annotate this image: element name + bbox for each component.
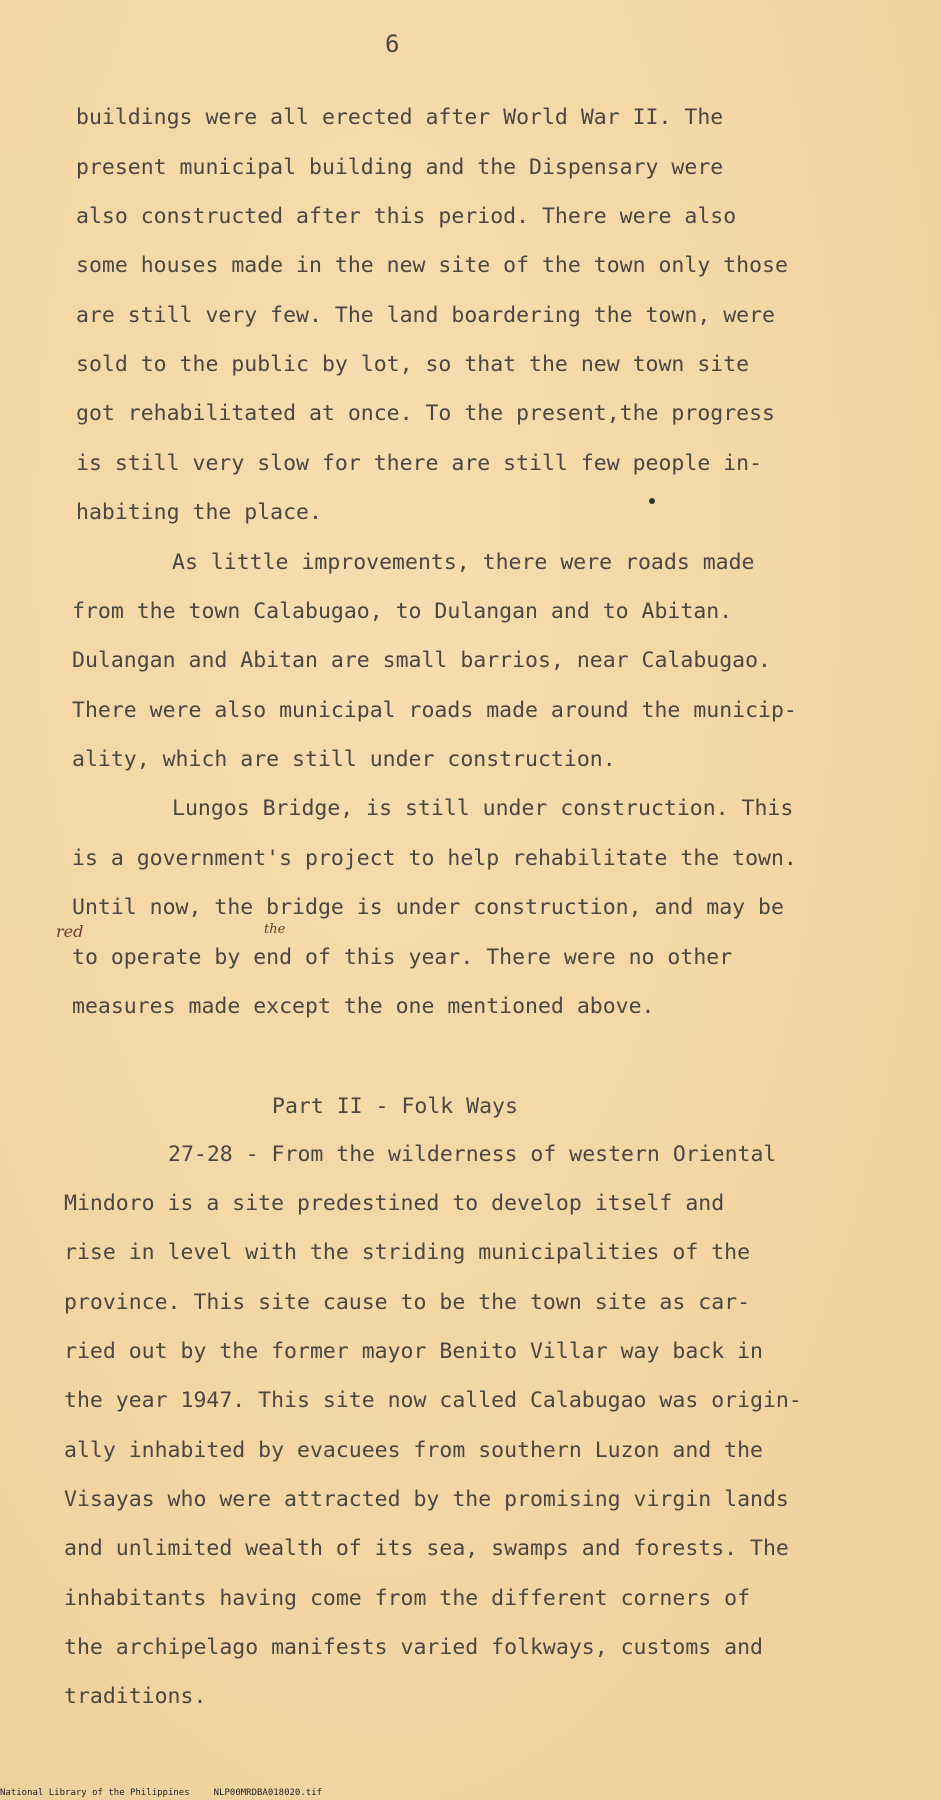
paragraph-4-line-1: 27-28 - From the wilderness of western Oriental xyxy=(168,1142,777,1167)
paragraph-4-line-12: traditions. xyxy=(64,1684,207,1709)
scan-footer xyxy=(0,1788,322,1798)
paragraph-1-line-3: also constructed after this period. There were also xyxy=(76,204,737,229)
paragraph-1-line-4: some houses made in the new site of the town only those xyxy=(76,253,788,278)
paragraph-4-line-8: Visayas who were attracted by the promising virgin lands xyxy=(64,1487,789,1512)
footer-library: National Library of the Philippines xyxy=(0,1788,190,1798)
paragraph-3-line-4: to operate by end of this year. There were no other xyxy=(72,945,733,970)
paragraph-4-line-6: the year 1947. This site now called Calabugao was origin- xyxy=(64,1388,802,1413)
paragraph-2-line-2: from the town Calabugao, to Dulangan and to Abitan. xyxy=(72,599,733,624)
paragraph-2-line-4: There were also municipal roads made around the municip- xyxy=(72,698,797,723)
paragraph-4-line-4: province. This site cause to be the town site as car- xyxy=(64,1290,751,1315)
paragraph-1-line-7: got rehabilitated at once. To the present,the progress xyxy=(76,401,775,426)
paragraph-3-line-1: Lungos Bridge, is still under construction. This xyxy=(172,796,794,821)
paragraph-1-line-2: present municipal building and the Dispensary were xyxy=(76,155,724,180)
paragraph-4-line-11: the archipelago manifests varied folkways, customs and xyxy=(64,1635,763,1660)
page-number: 6 xyxy=(385,30,400,58)
paragraph-3-line-5: measures made except the one mentioned above. xyxy=(72,994,655,1019)
footer-file-id: NLP00MRDBA018020.tif xyxy=(213,1788,323,1798)
paragraph-4-line-5: ried out by the former mayor Benito Villar way back in xyxy=(64,1339,763,1364)
paragraph-4-line-2: Mindoro is a site predestined to develop itself and xyxy=(64,1191,725,1216)
handwritten-insert-ready: red xyxy=(56,922,84,941)
paragraph-3-line-2: is a government's project to help rehabilitate the town. xyxy=(72,846,797,871)
paragraph-4-line-10: inhabitants having come from the different corners of xyxy=(64,1586,751,1611)
ink-dot xyxy=(649,498,655,504)
paragraph-3-line-3: Until now, the bridge is under construction, and may be xyxy=(72,895,784,920)
paragraph-1-line-1: buildings were all erected after World War II. The xyxy=(76,105,724,130)
paragraph-1-line-6: sold to the public by lot, so that the new town site xyxy=(76,352,750,377)
paragraph-4-line-3: rise in level with the striding municipalities of the xyxy=(64,1240,751,1265)
paragraph-2-line-1: As little improvements, there were roads made xyxy=(172,550,755,575)
paragraph-1-line-9: habiting the place. xyxy=(76,500,322,525)
handwritten-insert-the: the xyxy=(264,922,286,937)
paragraph-4-line-7: ally inhabited by evacuees from southern Luzon and the xyxy=(64,1438,763,1463)
section-heading: Part II - Folk Ways xyxy=(272,1094,518,1119)
paragraph-4-line-9: and unlimited wealth of its sea, swamps and forests. The xyxy=(64,1536,789,1561)
paragraph-1-line-8: is still very slow for there are still few people in- xyxy=(76,451,763,476)
paragraph-1-line-5: are still very few. The land boardering the town, were xyxy=(76,303,775,328)
paragraph-2-line-5: ality, which are still under construction. xyxy=(72,747,616,772)
paragraph-2-line-3: Dulangan and Abitan are small barrios, near Calabugao. xyxy=(72,648,771,673)
